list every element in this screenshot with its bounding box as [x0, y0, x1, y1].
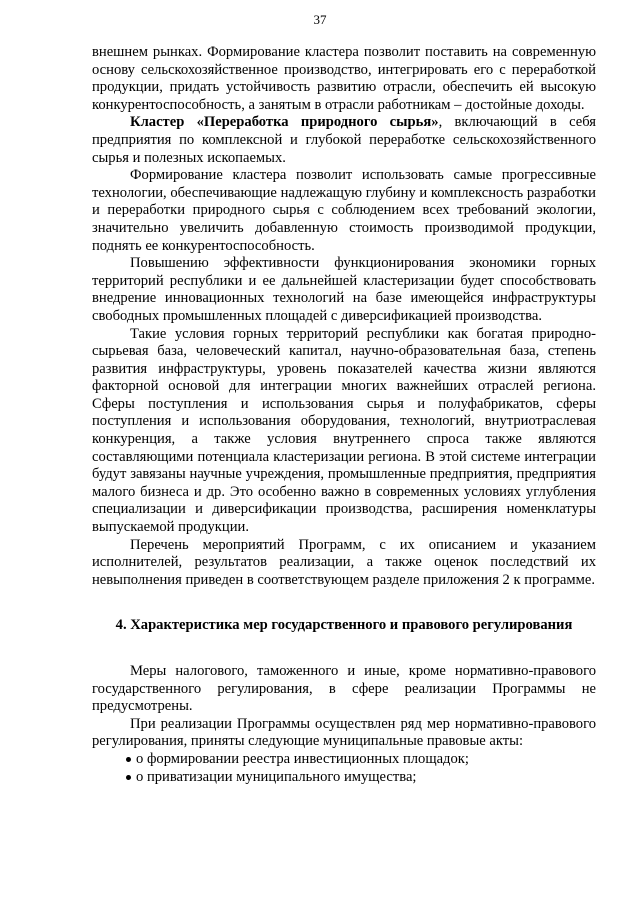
list-item	[92, 751, 596, 769]
paragraph-measures-list: Перечень мероприятий Программ, с их описанием и указанием исполнителей, результатов реализации, а также оценок последствий их невыполнения приведен в соответствующем разделе приложения 2 к программе.	[92, 536, 596, 588]
list-item	[92, 769, 596, 787]
paragraph-market: внешнем рынках. Формирование кластера позволит поставить на современную основу сельскохозяйственное производство, интегрировать его с переработкой продукции, придать устойчивость развитию отрасли, обеспечить ей высокую конкурентоспособность, а занятым в отрасли работникам – достойные доходы.	[92, 44, 596, 113]
document-body	[92, 44, 596, 786]
section-heading: 4. Характеристика мер государственного и правового регулирования	[115, 617, 573, 634]
cluster-title: Кластер «Переработка природного сырья»	[130, 114, 439, 131]
paragraph-efficiency: Повышению эффективности функционирования экономики горных территорий республики и ее дальнейшей кластеризации будет способствовать внедрение инновационных технологий на базе имеющейся инфраструктуры свободных промышленных площадей с диверсификацией производства.	[92, 255, 596, 324]
paragraph-conditions: Такие условия горных территорий республики как богатая природно-сырьевая база, человеческий капитал, научно-образовательная база, степень развития инфраструктуры, уровень показателей качества жизни являются факторной основой для интеграции многих важнейших отраслей региона. Сферы поступления и использования сырья и полуфабрикатов, сферы поступления и использования оборудования, технологий, внутриотраслевая конкуренция, а также условия внутреннего спроса также являются составляющими потенциала кластеризации региона. В этой системе интеграции будут завязаны научные учреждения, промышленные предприятия, предприятия малого бизнеса и др. Это особенно важно в современных условиях углубления специализации и диверсификации производства, расширения номенклатуры выпускаемой продукции.	[92, 325, 596, 536]
cluster-description: включающий в себя предприятия по комплексной и глубокой переработке сельскохозяйственного сырья и полезных ископаемых.	[92, 114, 596, 166]
bullet-icon	[126, 757, 131, 762]
paragraph-legal-acts: При реализации Программы осуществлен ряд мер нормативно-правового регулирования, приняты следующие муниципальные правовые акты:	[92, 715, 596, 750]
paragraph-tax-measures: Меры налогового, таможенного и иные, кроме нормативно-правового государственного регулирования, в сфере реализации Программы не предусмотрены.	[92, 663, 596, 715]
list-item-text: о формировании реестра инвестиционных площадок;	[136, 750, 469, 767]
cluster-title-comma: ,	[438, 114, 443, 131]
page-number: 37	[313, 12, 327, 27]
paragraph-cluster	[92, 114, 596, 167]
paragraph-technologies: Формирование кластера позволит использовать самые прогрессивные технологии, обеспечивающие надлежащую глубину и комплексность разработки и переработки природного сырья с соблюдением всех требований экологии, значительно увеличить добавленную стоимость производимой продукции, поднять ее конкурентоспособность.	[92, 167, 596, 254]
list-item-text: о приватизации муниципального имущества;	[136, 768, 417, 785]
bullet-icon	[126, 775, 131, 780]
legal-acts-list	[92, 751, 596, 786]
